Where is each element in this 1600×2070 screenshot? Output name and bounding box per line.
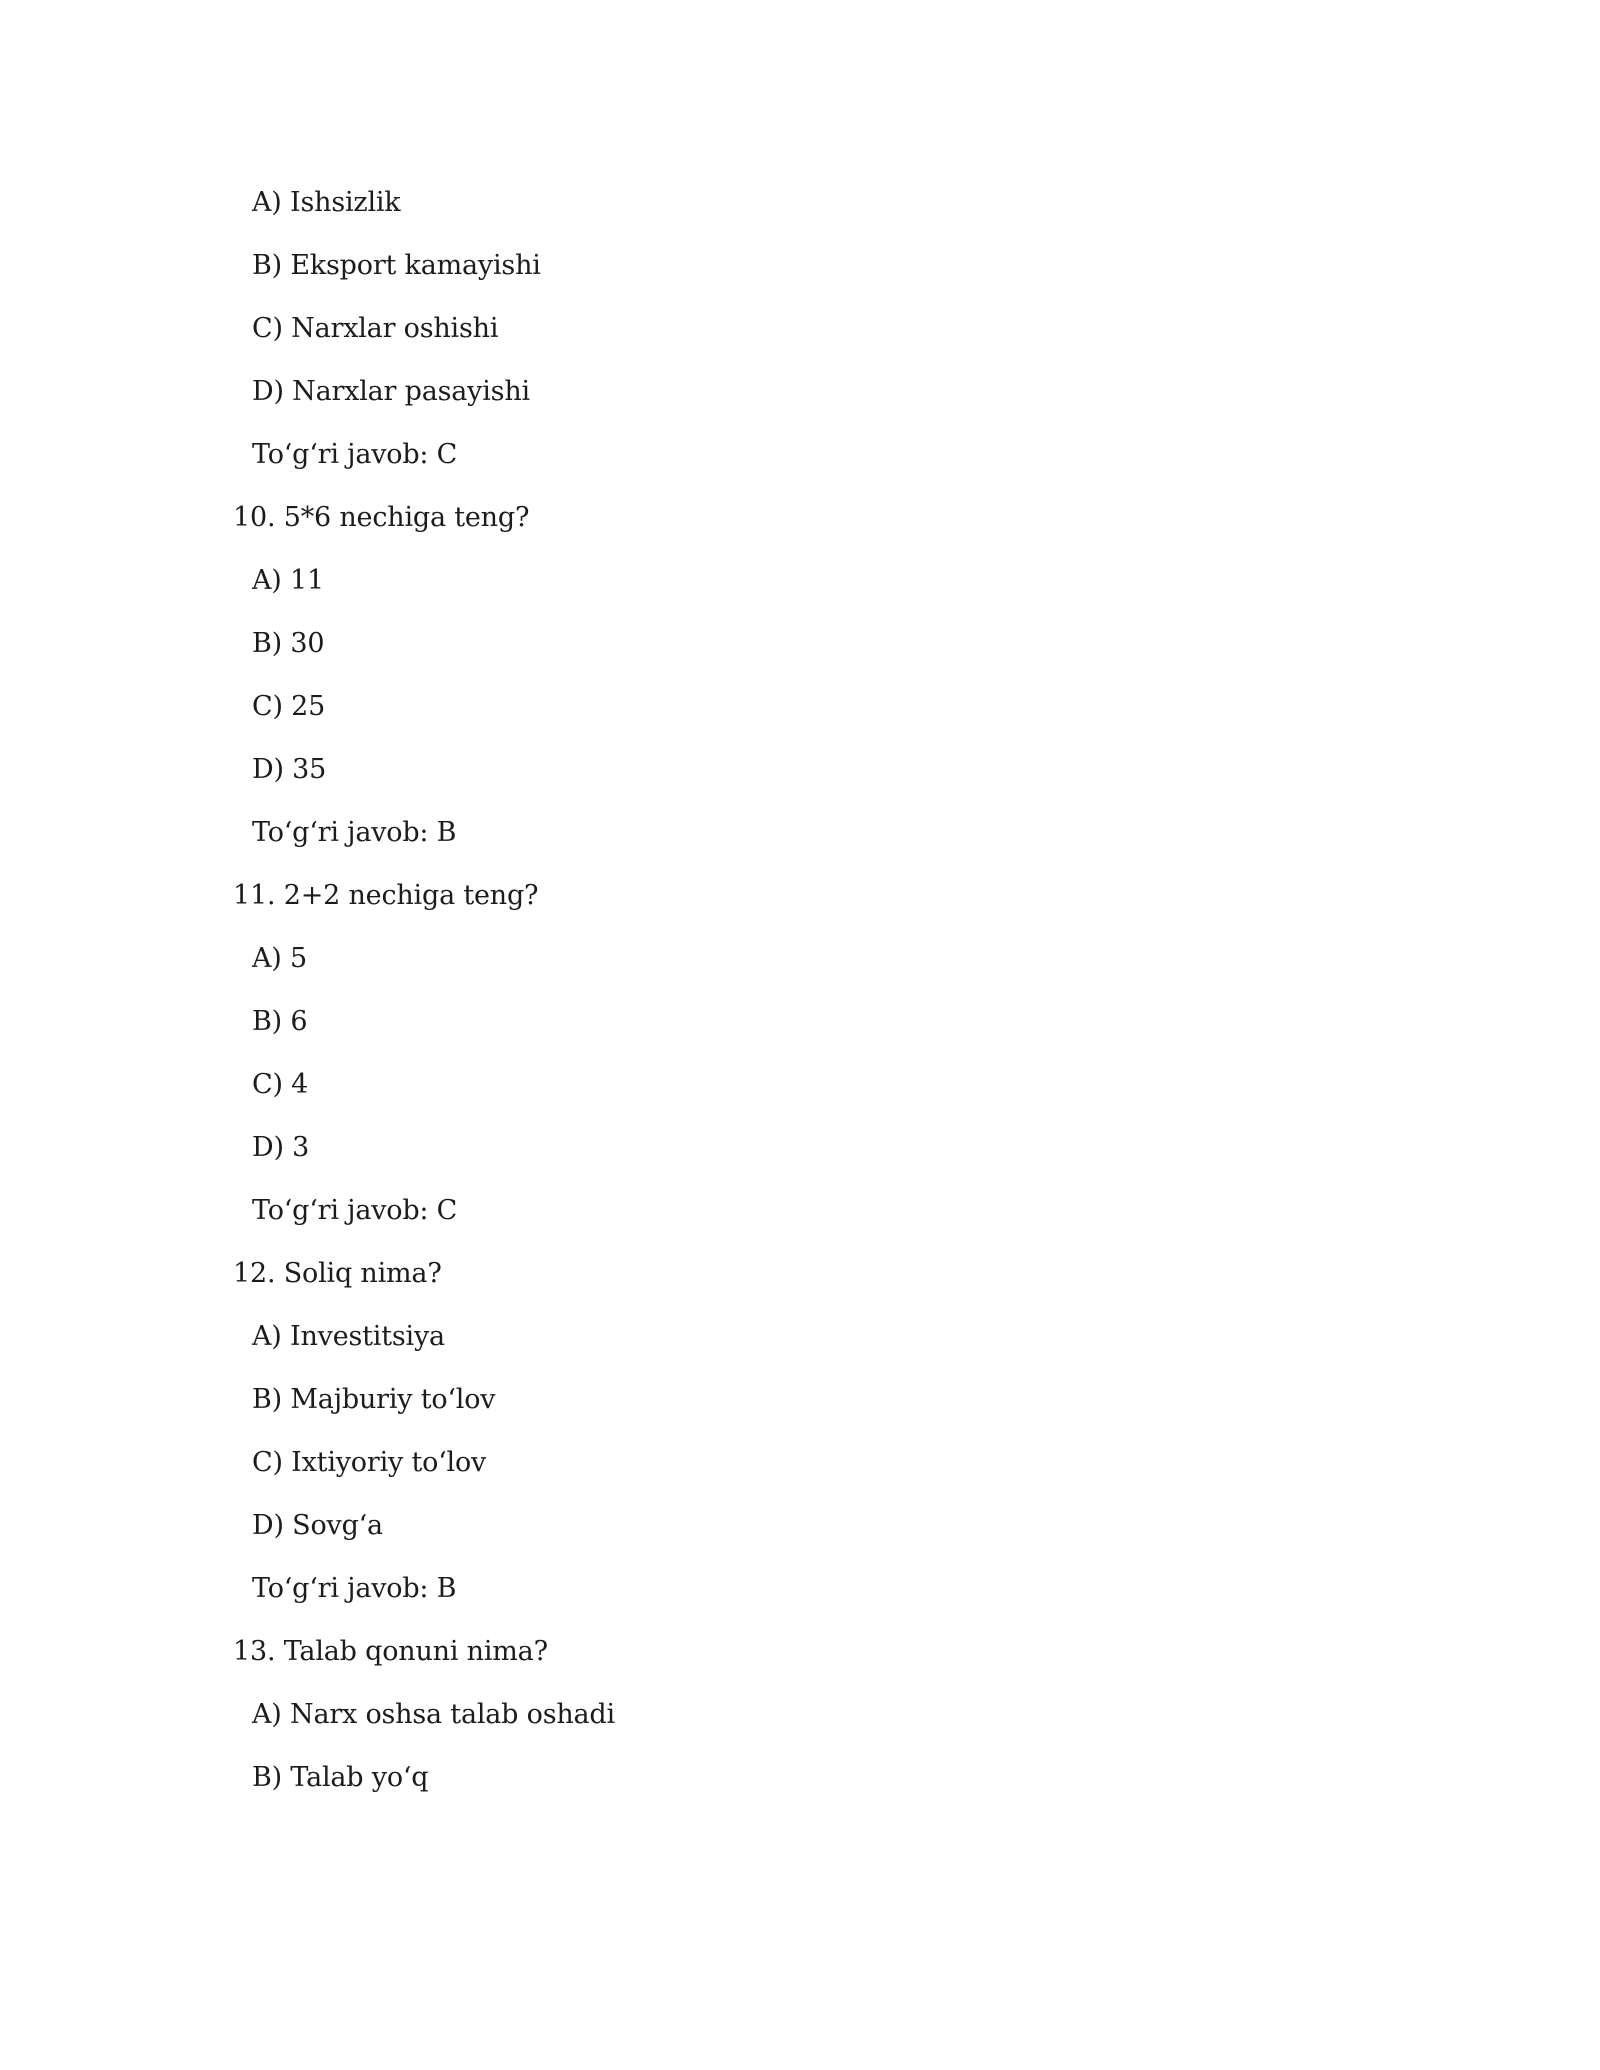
option-line: B) 30 (252, 628, 325, 659)
option-line: A) 11 (252, 565, 324, 596)
answer-line: To‘g‘ri javob: C (252, 1195, 458, 1226)
answer-line: To‘g‘ri javob: B (252, 817, 457, 848)
question-line: 11. 2+2 nechiga teng? (233, 880, 539, 911)
question-line: 13. Talab qonuni nima? (233, 1636, 548, 1667)
option-line: B) Eksport kamayishi (252, 250, 541, 281)
option-line: B) Talab yo‘q (252, 1762, 429, 1793)
option-line: D) 3 (252, 1132, 310, 1163)
answer-line: To‘g‘ri javob: C (252, 439, 458, 470)
answer-line: To‘g‘ri javob: B (252, 1573, 457, 1604)
option-line: A) Narx oshsa talab oshadi (252, 1699, 615, 1730)
option-line: B) Majburiy to‘lov (252, 1384, 496, 1415)
option-line: C) 25 (252, 691, 326, 722)
option-line: C) 4 (252, 1069, 309, 1100)
option-line: A) 5 (252, 943, 307, 974)
question-line: 12. Soliq nima? (233, 1258, 442, 1289)
option-line: B) 6 (252, 1006, 308, 1037)
option-line: D) Narxlar pasayishi (252, 376, 530, 407)
question-line: 10. 5*6 nechiga teng? (233, 502, 530, 533)
option-line: C) Narxlar oshishi (252, 313, 499, 344)
option-line: D) Sovg‘a (252, 1510, 383, 1541)
option-line: A) Investitsiya (252, 1321, 445, 1352)
option-line: A) Ishsizlik (252, 187, 401, 218)
option-line: D) 35 (252, 754, 327, 785)
option-line: C) Ixtiyoriy to‘lov (252, 1447, 487, 1478)
